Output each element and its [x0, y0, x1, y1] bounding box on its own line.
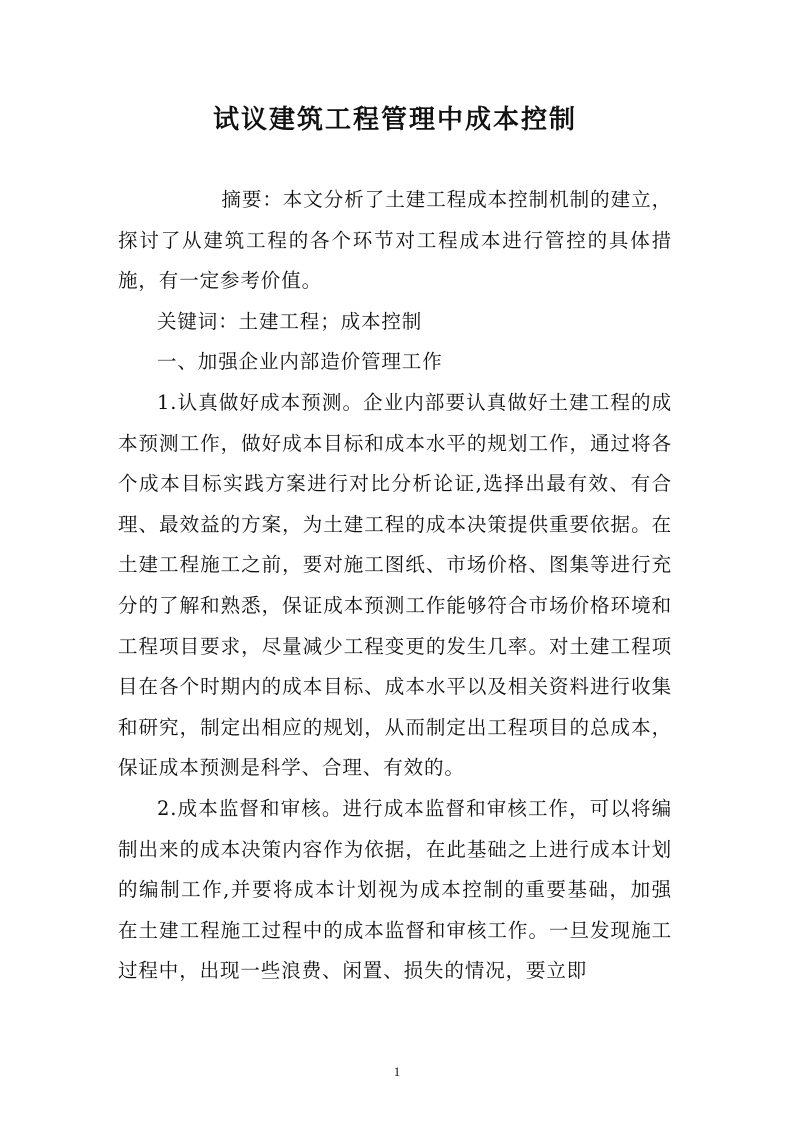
- body-paragraph: 1.认真做好成本预测。企业内部要认真做好土建工程的成本预测工作，做好成本目标和成本水平的规划工作，通过将各个成本目标实践方案进行对比分析论证,选择出最有效、有合理、最效益的方案，为土建工程的成本决策提供重要依据。在土建工程施工之前，要对施工图纸、市场价格、图集等进行充分的了解和熟悉，保证成本预测工作能够符合市场价格环境和工程项目要求，尽量减少工程变更的发生几率。对土建工程项目在各个时期内的成本目标、成本水平以及相关资料进行收集和研究，制定出相应的规划，从而制定出工程项目的总成本，保证成本预测是科学、合理、有效的。: [118, 390, 672, 780]
- section-heading: 一、加强企业内部造价管理工作: [157, 350, 443, 374]
- document-body: [118, 180, 672, 992]
- keywords-line: 关键词：土建工程；成本控制: [157, 309, 423, 333]
- document-title: 试议建筑工程管理中成本控制: [212, 105, 577, 135]
- body-paragraph: 2.成本监督和审核。进行成本监督和审核工作，可以将编制出来的成本决策内容作为依据，在此基础之上进行成本计划的编制工作,并要将成本计划视为成本控制的重要基础，加强在土建工程施工过程中的成本监督和审核工作。一旦发现施工过程中，出现一些浪费、闲置、损失的情况，要立即: [118, 796, 672, 983]
- page-number: 1: [393, 1064, 401, 1079]
- abstract-paragraph: 摘要：本文分析了土建工程成本控制机制的建立，探讨了从建筑工程的各个环节对工程成本进行管控的具体措施，有一定参考价值。: [118, 188, 672, 293]
